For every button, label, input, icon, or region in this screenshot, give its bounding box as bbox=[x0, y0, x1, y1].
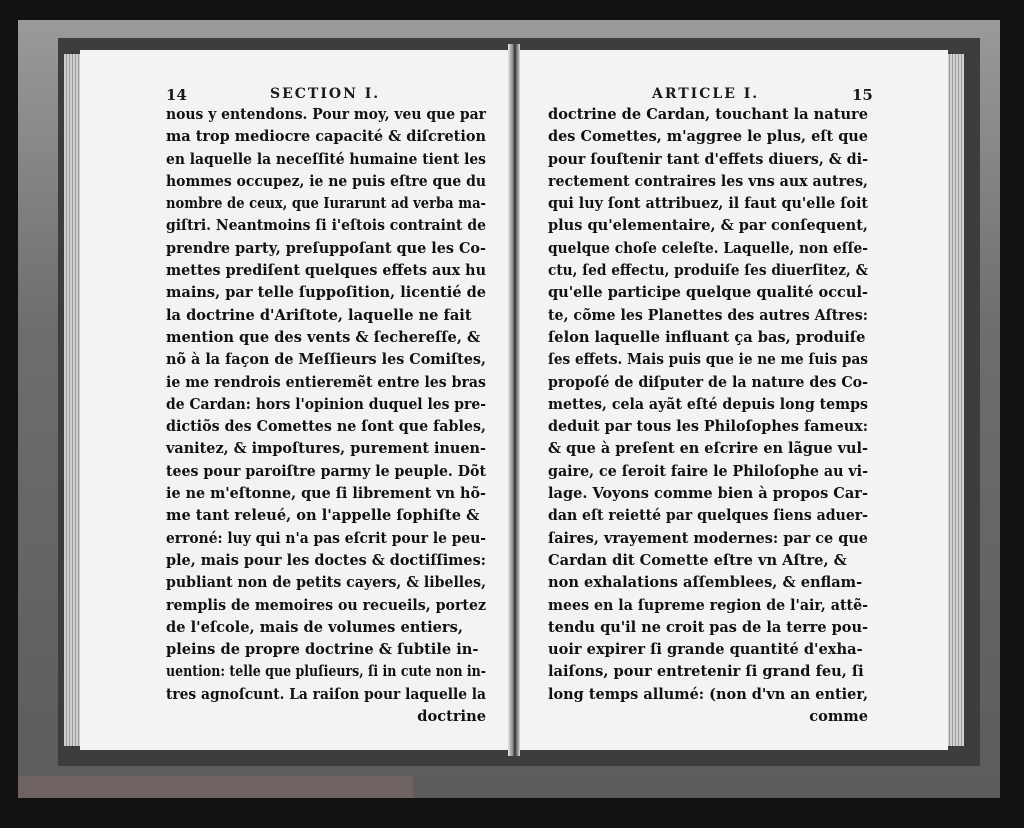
left-running-head: SECTION I. bbox=[270, 86, 381, 102]
text-line: uention: telle que pluſieurs, ſi in cute non in- bbox=[166, 663, 486, 681]
text-line: doctrine de Cardan, touchant la nature bbox=[548, 106, 868, 123]
text-line: mettes prediſent quelques effets aux hu bbox=[166, 262, 486, 280]
text-line: laiſons, pour entretenir ſi grand feu, ſi bbox=[548, 663, 864, 681]
text-line: dan eſt reietté par quelques ſiens aduer- bbox=[548, 507, 868, 525]
text-line: non exhalations aſſemblees, & enflam- bbox=[548, 574, 863, 592]
text-line: erroné: luy qui n'a pas eſcrit pour le peu- bbox=[166, 529, 486, 547]
right-page-number: 15 bbox=[852, 86, 873, 104]
text-line: gaire, ce ſeroit faire le Philoſophe au vi- bbox=[548, 462, 868, 480]
left-page-text bbox=[166, 104, 486, 728]
text-line: vanitez, & impoſtures, purement inuen- bbox=[166, 440, 486, 458]
text-line: long temps allumé: (non d'vn an entier, bbox=[548, 685, 868, 703]
text-line: & que à preſent en eſcrire en lãgue vul- bbox=[548, 440, 868, 458]
text-line: ple, mais pour les doctes & doctiſſimes: bbox=[166, 551, 486, 569]
text-line: nõ à la façon de Meſſieurs les Comiſtes, bbox=[166, 351, 486, 369]
text-line: ie me rendrois entieremẽt entre les bras bbox=[166, 373, 486, 391]
text-line: hommes occupez, ie ne puis eſtre que du bbox=[166, 172, 486, 190]
text-line: uoir expirer ſi grande quantité d'exha- bbox=[548, 641, 863, 659]
left-page-number: 14 bbox=[166, 86, 187, 104]
text-line: ſelon laquelle influant ça bas, produiſe bbox=[548, 328, 866, 346]
text-line: propoſé de diſputer de la nature des Co- bbox=[548, 373, 868, 391]
text-line: tendu qu'il ne croit pas de la terre pou- bbox=[548, 618, 868, 636]
text-line: mettes, cela ayãt eſté depuis long temps bbox=[548, 395, 868, 413]
shelf-edge bbox=[18, 776, 413, 798]
text-line: mees en la ſupreme region de l'air, attẽ- bbox=[548, 596, 868, 614]
text-line: ſaires, vrayement modernes: par ce que bbox=[548, 529, 868, 547]
text-line: la doctrine d'Ariſtote, laquelle ne fait bbox=[166, 306, 472, 324]
text-line: pour ſouſtenir tant d'effets diuers, & di- bbox=[548, 150, 868, 168]
text-line: des Comettes, m'aggree le plus, eſt que bbox=[548, 128, 868, 146]
catchword: comme bbox=[809, 708, 868, 726]
text-line: nous y entendons. Pour moy, veu que par bbox=[166, 106, 486, 123]
text-line: nombre de ceux, que Iurarunt ad verba ma- bbox=[166, 195, 486, 213]
right-running-head: ARTICLE I. bbox=[652, 86, 760, 102]
text-line: mains, par telle ſuppoſition, licentié de bbox=[166, 284, 486, 302]
text-line: dictiõs des Comettes ne ſont que fables, bbox=[166, 418, 486, 436]
book-gutter bbox=[508, 44, 520, 756]
text-line: deduit par tous les Philoſophes fameux: bbox=[548, 418, 868, 436]
catchword: doctrine bbox=[417, 708, 486, 726]
text-line: publiant non de petits cayers, & libelles, bbox=[166, 574, 486, 592]
text-line: remplis de memoires ou recueils, portez bbox=[166, 596, 486, 614]
text-line: prendre party, preſuppoſant que les Co- bbox=[166, 239, 486, 257]
text-line: ie ne m'eſtonne, que ſi librement vn hõ- bbox=[166, 485, 486, 503]
text-line: ctu, ſed effectu, produiſe ſes diuerſitez, & bbox=[548, 262, 868, 280]
text-line: de l'eſcole, mais de volumes entiers, bbox=[166, 618, 463, 636]
text-line: de Cardan: hors l'opinion duquel les pre- bbox=[166, 395, 486, 413]
text-line: te, cõme les Planettes des autres Aſtres: bbox=[548, 306, 868, 324]
text-line: quelque choſe celeſte. Laquelle, non eſſe- bbox=[548, 239, 868, 257]
text-line: ma trop mediocre capacité & diſcretion bbox=[166, 128, 486, 146]
text-line: rectement contraires les vns aux autres, bbox=[548, 172, 868, 190]
text-line: en laquelle la neceſſité humaine tient les bbox=[166, 150, 486, 168]
text-line: ſes effets. Mais puis que ie ne me ſuis pas bbox=[548, 351, 868, 369]
text-line: lage. Voyons comme bien à propos Car- bbox=[548, 485, 868, 503]
text-line: pleins de propre doctrine & ſubtile in- bbox=[166, 641, 479, 659]
text-line: qui luy ſont attribuez, il faut qu'elle ſoit bbox=[548, 195, 868, 213]
right-page-text bbox=[548, 104, 868, 728]
text-line: me tant releué, on l'appelle ſophiſte & bbox=[166, 507, 480, 525]
text-line: qu'elle participe quelque qualité occul- bbox=[548, 284, 868, 302]
text-line: tees pour paroiſtre parmy le peuple. Dõt bbox=[166, 462, 486, 480]
text-line: plus qu'elementaire, & par conſequent, bbox=[548, 217, 868, 235]
text-line: tres agnoſcunt. La raiſon pour laquelle la bbox=[166, 685, 486, 703]
right-page-edges bbox=[946, 54, 964, 746]
text-line: mention que des vents & ſechereſſe, & bbox=[166, 328, 481, 346]
text-line: Cardan dit Comette eſtre vn Aſtre, & bbox=[548, 551, 847, 569]
text-line: giſtri. Neantmoins ſi i'eſtois contraint de bbox=[166, 217, 486, 235]
